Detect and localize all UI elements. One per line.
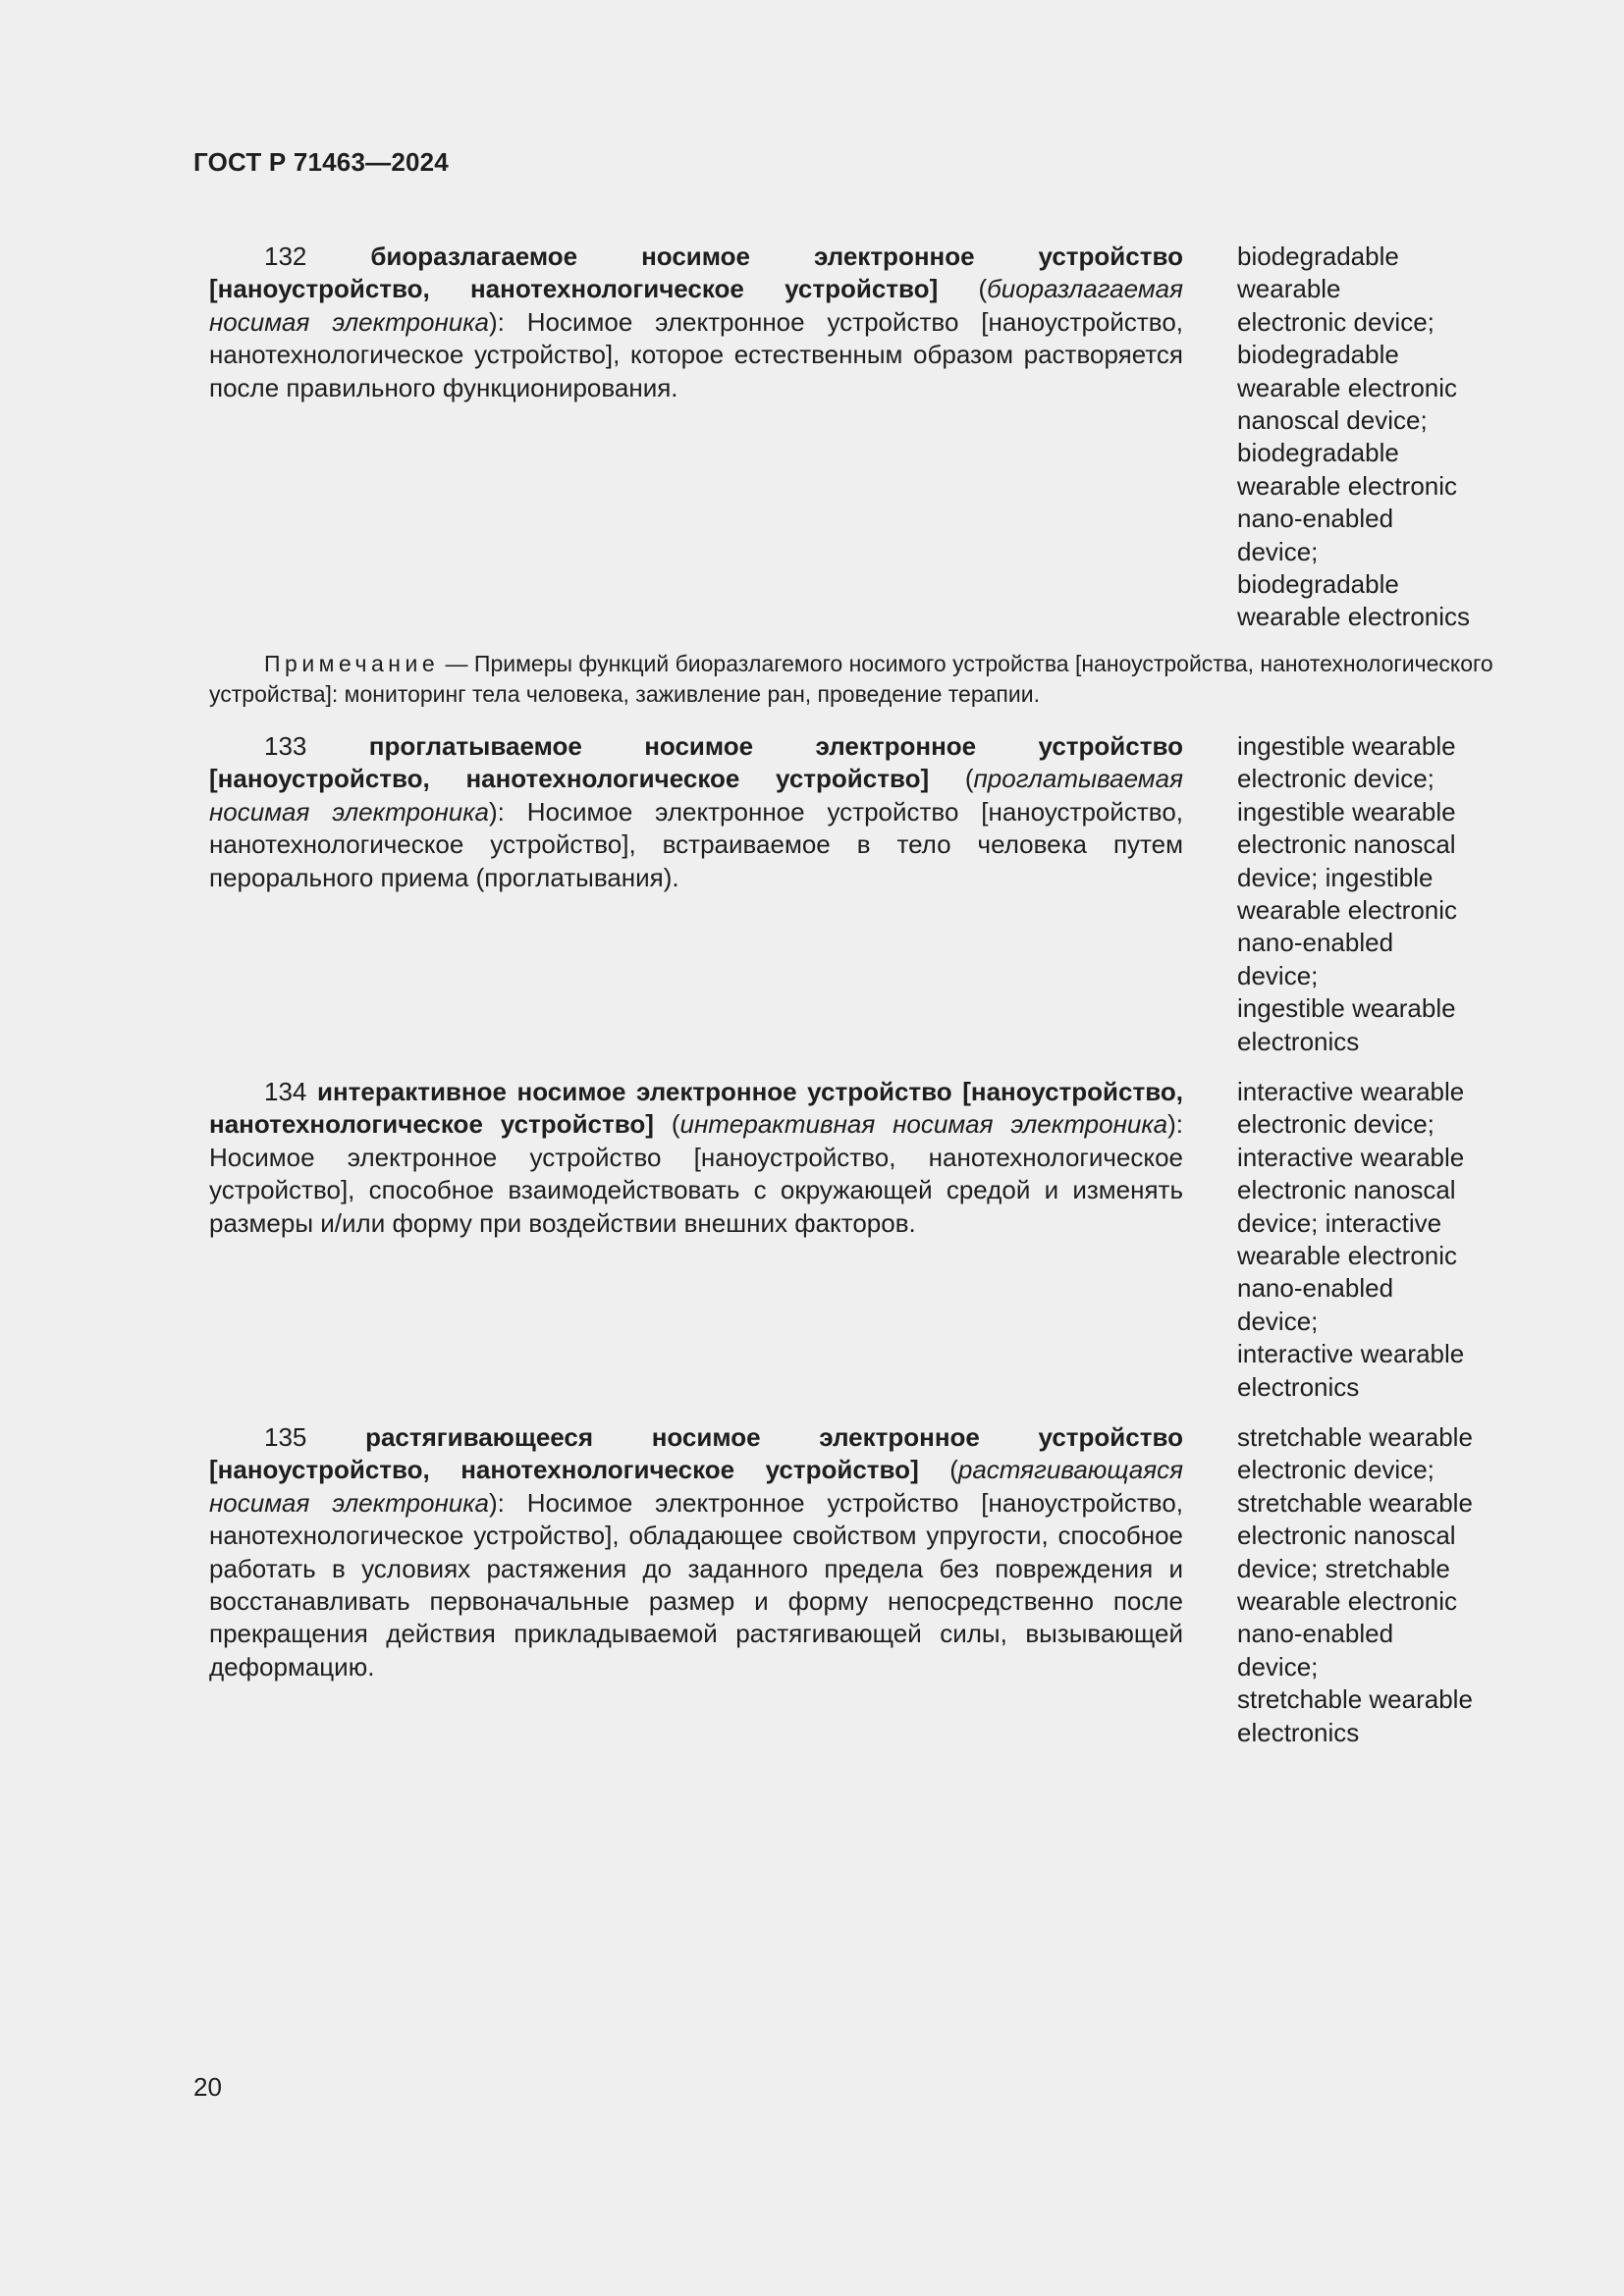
paren-close: ):	[488, 306, 527, 337]
note-text: — Примеры функций биоразлагемого носимого устройства [наноустройства, нанотехнологического устройства]: мониторинг тела человека, заживление ран, проведение терапии.	[209, 651, 1493, 707]
alternative-term: проглатываемая носимая электроника	[209, 764, 1183, 827]
english-term-line: ingestible wearable	[1237, 796, 1456, 827]
english-term-line: nano-enabled	[1237, 1619, 1394, 1649]
english-term-line: wearable electronic	[1237, 1586, 1458, 1617]
english-term-line: nano-enabled	[1237, 928, 1394, 958]
entry-number: 135	[264, 1422, 307, 1452]
english-term-line: biodegradable	[1237, 340, 1399, 370]
page-number: 20	[193, 2072, 222, 2102]
english-term-line: biodegradable	[1237, 241, 1399, 271]
english-term-line: ingestible wearable	[1237, 731, 1456, 761]
english-term-line: device; stretchable	[1237, 1553, 1450, 1583]
english-term-line: interactive wearable	[1237, 1339, 1465, 1369]
term-title: растягивающееся носимое электронное устройство [наноустройство, нанотехнологическое устройство]	[209, 1422, 1183, 1485]
english-term-line: stretchable wearable	[1237, 1684, 1473, 1715]
entry-number: 133	[264, 731, 307, 761]
english-term-line: electronic device;	[1237, 1455, 1435, 1485]
english-term-line: interactive wearable	[1237, 1077, 1465, 1106]
english-term-line: ingestible wearable	[1237, 993, 1456, 1024]
english-term-line: electronic device;	[1237, 1109, 1435, 1140]
english-term-line: nano-enabled	[1237, 1273, 1394, 1304]
english-term-line: interactive wearable	[1237, 1142, 1465, 1172]
english-term-line: wearable electronics	[1237, 602, 1471, 632]
english-term-line: device;	[1237, 1651, 1319, 1682]
alternative-term: интерактивная носимая электроника	[679, 1109, 1168, 1140]
english-term-line: wearable electronic	[1237, 895, 1458, 926]
paren-open: (	[653, 1109, 680, 1140]
note-block	[209, 649, 1505, 710]
alternative-term: растягивающаяся носимая электроника	[209, 1455, 1183, 1518]
entry-definition	[209, 1421, 1183, 1683]
english-term-line: electronics	[1237, 1371, 1360, 1402]
english-term-line: electronic device;	[1237, 306, 1435, 337]
english-term-line: stretchable wearable	[1237, 1422, 1473, 1452]
english-term-line: electronic device;	[1237, 764, 1435, 794]
paren-open: (	[918, 1455, 958, 1485]
english-term-line: device; ingestible	[1237, 862, 1434, 892]
english-term-line: electronic nanoscal	[1237, 1521, 1456, 1551]
term-title: интерактивное носимое электронное устройство [наноустройство, нанотехнологическое устройство]	[209, 1077, 1183, 1140]
english-term-line: electronics	[1237, 1717, 1360, 1747]
entry-definition	[209, 240, 1183, 404]
english-equivalents	[1237, 1076, 1502, 1404]
term-title: проглатываемое носимое электронное устройство [наноустройство, нанотехнологическое устройство]	[209, 731, 1183, 794]
english-term-line: electronic nanoscal	[1237, 829, 1456, 860]
english-term-line: device;	[1237, 960, 1319, 990]
english-equivalents	[1237, 730, 1502, 1058]
english-term-line: wearable	[1237, 274, 1341, 304]
definition-text: Носимое электронное устройство [наноустройство, нанотехнологическое устройство], способное взаимодействовать с окружающей средой и изменять размеры и/или форму при воздействии внешних факторов.	[209, 1142, 1183, 1238]
alternative-term: биоразлагаемая носимая электроника	[209, 274, 1183, 337]
english-term-line: device; interactive	[1237, 1207, 1442, 1238]
term-title: биоразлагаемое носимое электронное устройство [наноустройство, нанотехнологическое устройство]	[209, 241, 1183, 304]
entry-number: 132	[264, 241, 307, 271]
english-term-line: nanoscal device;	[1237, 405, 1428, 436]
english-term-line: wearable electronic	[1237, 1241, 1458, 1271]
english-term-line: electronic nanoscal	[1237, 1175, 1456, 1205]
english-term-line: electronics	[1237, 1026, 1360, 1056]
english-equivalents	[1237, 240, 1502, 634]
paren-open: (	[938, 274, 988, 304]
paren-close: ):	[488, 796, 527, 827]
entry-number: 134	[264, 1077, 307, 1106]
english-term-line: stretchable wearable	[1237, 1487, 1473, 1518]
english-term-line: biodegradable	[1237, 438, 1399, 468]
paren-close: ):	[488, 1487, 527, 1518]
english-term-line: nano-enabled	[1237, 504, 1394, 534]
english-term-line: device;	[1237, 536, 1319, 566]
definition-text: Носимое электронное устройство [наноустройство, нанотехнологическое устройство], которое естественным образом растворяется после правильного функционирования.	[209, 306, 1184, 402]
document-code-header: ГОСТ Р 71463—2024	[193, 147, 449, 177]
note-label: Примечание	[264, 651, 440, 676]
english-term-line: wearable electronic	[1237, 470, 1458, 501]
english-equivalents	[1237, 1421, 1502, 1749]
english-term-line: biodegradable	[1237, 569, 1399, 600]
entry-definition	[209, 1076, 1183, 1240]
english-term-line: wearable electronic	[1237, 372, 1458, 402]
paren-close: ):	[1167, 1109, 1183, 1140]
entry-definition	[209, 730, 1183, 894]
paren-open: (	[929, 764, 974, 794]
definition-text: Носимое электронное устройство [наноустройство, нанотехнологическое устройство], обладающее свойством упругости, способное работать в условиях растяжения до заданного предела без повреждения и восстанавливать первоначальные размер и форму непосредственно после прекращения действия прикладываемой растягивающей силы, вызывающей деформацию.	[209, 1487, 1184, 1682]
definition-text: Носимое электронное устройство [наноустройство, нанотехнологическое устройство], встраиваемое в тело человека путем перорального приема (проглатывания).	[209, 796, 1184, 892]
english-term-line: device;	[1237, 1306, 1319, 1336]
